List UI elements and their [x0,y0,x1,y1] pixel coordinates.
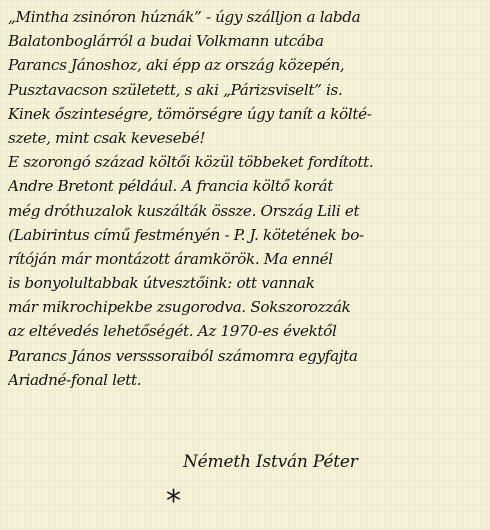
text-line: szete, mint csak kevesebé! [8,128,206,147]
text-line: Andre Bretont például. A francia költő korát [8,177,333,196]
text-line: már mikrochipekbe zsugorodva. Sokszorozzák [8,298,351,317]
text-line: „Mintha zsinóron húznák” - úgy szálljon a labda [8,8,361,26]
text-line: Ariadné-fonal lett. [8,370,142,389]
text-line: még dróthuzalok kuszálták össze. Ország Lili et [8,201,360,220]
text-line: (Labirintus című festményén - P. J. kötetének bo- [8,225,364,244]
text-line: Parancs Jánoshoz, aki épp az ország közepén, [8,56,345,75]
text-line: az eltévedés lehetőségét. Az 1970-es évektől [8,322,337,341]
text-line: rítóján már montázott áramkörök. Ma ennél [8,249,333,268]
letter-body [8,5,486,392]
text-line: E szorongó század költői közül többeket fordított. [8,153,374,172]
text-line: Pusztavacson született, s aki „Párizsviselt” is. [8,80,343,99]
asterisk-mark: * [166,484,181,519]
text-line: Parancs János versssoraiból számomra egyfajta [8,346,358,365]
text-line: Kinek őszinteségre, tömörségre úgy tanít a költé- [8,104,372,123]
text-line: is bonyolultabbak útvesztőink: ott vannak [8,274,315,293]
text-line: Balatonboglárról a budai Volkmann utcába [8,32,324,51]
author-signature: Németh István Péter [183,452,358,472]
